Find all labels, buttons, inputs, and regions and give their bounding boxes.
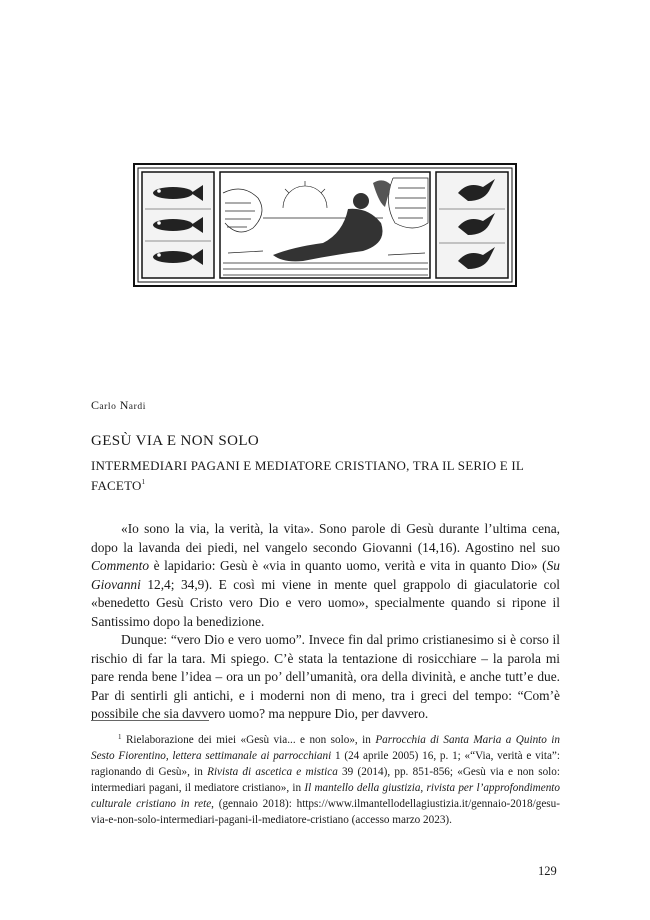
paragraph xyxy=(91,520,560,631)
author-name: Carlo Nardi xyxy=(91,398,146,412)
italic-text: Parrocchia di Santa Maria a Quinto in Sesto Fiorentino, lettera settimanale ai parrocchiani xyxy=(91,734,561,762)
text-run: è lapidario: Gesù è «via in quanto uomo, verità e vita in quanto Dio» ( xyxy=(149,558,547,573)
text-run: 12,4; 34,9). E così mi viene in mente quel grappolo di giaculatorie col «benedetto Gesù Cristo vero Dio e vero uomo», specialmente quando si ripone il Santissimo dopo la benedizione. xyxy=(91,576,560,629)
text-run: , (gennaio 2018): https://www.ilmantellodellagiustizia.it/gennaio-2018/gesu-via-e-non-solo-intermediari-pagani-il-mediatore-cristiano (accesso marzo 2023). xyxy=(91,798,560,826)
text-run: «Io sono la via, la verità, la vita». Sono parole di Gesù durante l’ultima cena, dopo la lavanda dei piedi, nel vangelo secondo Giovanni (14,16). Agostino nel suo xyxy=(91,521,560,555)
article-subtitle: INTERMEDIARI PAGANI E MEDIATORE CRISTIANO, TRA IL SERIO E IL FACETO$^1$ xyxy=(91,458,524,493)
paragraph xyxy=(91,631,560,724)
text-run: 39 (2014), pp. 851-856; «Gesù via e non solo: intermediari pagani, il mediatore cristiano», in xyxy=(91,766,560,794)
text-run: 1 (24 aprile 2005) 16, p. 1; «“Via, verità e vita”: ragionando di Gesù», in xyxy=(91,750,560,778)
body-text xyxy=(91,520,560,724)
page-number: 129 xyxy=(538,864,557,878)
italic-text: Il mantello della giustizia, rivista per l’approfondimento culturale cristiano in rete xyxy=(91,782,560,810)
italic-text: Su Giovanni xyxy=(91,558,560,592)
italic-text: Rivista di ascetica e mistica xyxy=(207,766,338,778)
footnote-divider xyxy=(91,720,209,721)
footnote-marker: 1 xyxy=(141,478,146,486)
footnote xyxy=(91,729,560,828)
text-run: Dunque: “vero Dio e vero uomo”. Invece fin dal primo cristianesimo si è corso il rischio di far la tara. Mi spiego. C’è stata la tentazione di rosicchiare – la parola mi pare renda bene l’idea – ora un po’ dell’umanità, ora della divinità, e anche tutt’e due. Par di sentirli gli antichi, e i moderni non di meno, tra i greci del tempo: “Com’è possibile che sia davvero uomo? ma neppure Dio, per davvero. xyxy=(91,632,560,721)
woodcut-illustration xyxy=(133,163,517,287)
article-title: GESÙ VIA E NON SOLO xyxy=(91,433,260,449)
footnote-number: 1 xyxy=(118,733,122,741)
text-run: Rielaborazione dei miei «Gesù via... e non solo», in xyxy=(125,734,376,746)
italic-text: Commento xyxy=(91,558,150,573)
